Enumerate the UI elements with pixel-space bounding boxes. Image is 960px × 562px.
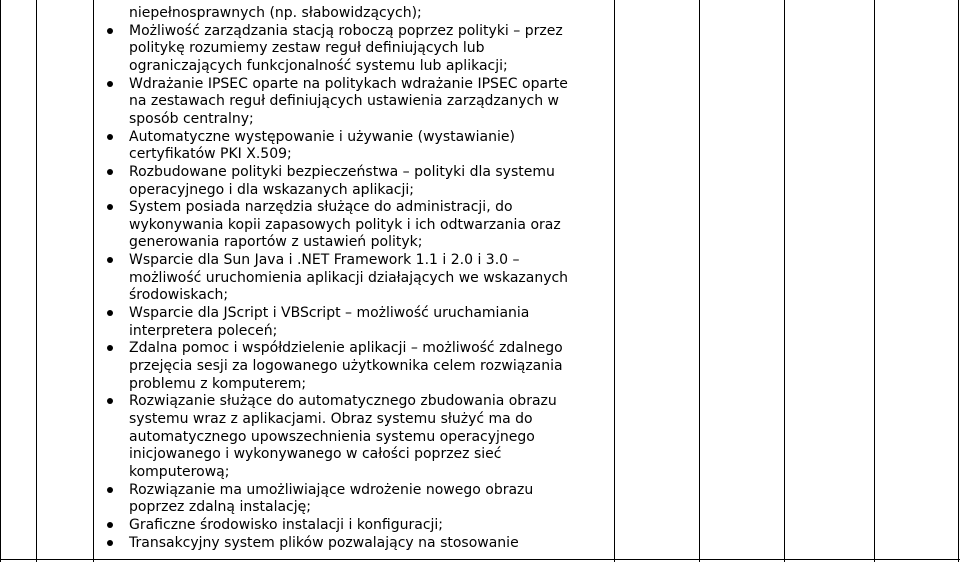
table-border-right (958, 0, 959, 562)
list-item-continuation: środowiskach; (129, 287, 229, 304)
list-item-continuation: inicjowanego i wykonywanego w całości poprzez sieć (129, 446, 502, 463)
table-border-left (0, 0, 1, 562)
list-item-continuation: generowania raportów z ustawień polityk; (129, 234, 423, 251)
bullet-icon (107, 522, 113, 528)
bullet-icon (107, 310, 113, 316)
bullet-icon (107, 257, 113, 263)
table-column-divider (874, 0, 875, 562)
list-item-text: System posiada narzędzia służące do administracji, do (129, 199, 513, 216)
list-item-continuation: możliwość uruchomienia aplikacji działających we wskazanych (129, 269, 569, 286)
list-item-continuation: komputerową; (129, 463, 230, 480)
list-item-continuation: przejęcia sesji za logowanego użytkownika celem rozwiązania (129, 358, 563, 374)
bullet-icon (107, 487, 113, 493)
bullet-icon (107, 81, 113, 87)
table-column-divider (36, 0, 37, 562)
specification-cell (95, 0, 613, 562)
list-item-continuation: na zestawach reguł definiujących ustawienia zarządzanych w (129, 93, 559, 110)
bullet-icon (107, 204, 113, 210)
bullet-icon (107, 28, 113, 34)
bullet-icon (107, 345, 113, 351)
list-item-text: Rozbudowane polityki bezpieczeństwa – polityki dla systemu (129, 163, 555, 180)
list-item-continuation: problemu z komputerem; (129, 375, 307, 392)
list-item-continuation: certyfikatów PKI X.509; (129, 146, 292, 163)
list-item-continuation: politykę rozumiemy zestaw reguł definiujących lub (129, 40, 485, 57)
list-item-text: Zdalna pomoc i współdzielenie aplikacji – możliwość zdalnego (129, 340, 563, 357)
table-column-divider (784, 0, 785, 562)
bullet-icon (107, 540, 113, 546)
bullet-icon (107, 169, 113, 175)
list-item-continuation: operacyjnego i dla wskazanych aplikacji; (129, 181, 414, 198)
list-item-continuation: automatycznego upowszechnienia systemu operacyjnego (129, 428, 535, 445)
list-item-continuation: ograniczających funkcjonalność systemu lub aplikacji; (129, 57, 508, 74)
list-item-text: Rozwiązanie ma umożliwiające wdrożenie nowego obrazu (129, 481, 534, 498)
list-item-continuation: poprzez zdalną instalację; (129, 499, 311, 516)
table-column-divider (93, 0, 94, 562)
list-item-text: Wsparcie dla Sun Java i .NET Framework 1.1 i 2.0 i 3.0 – (129, 252, 520, 269)
bullet-icon (107, 398, 113, 404)
list-item-text: Rozwiązanie służące do automatycznego zbudowania obrazu (129, 393, 557, 410)
list-item-text: Transakcyjny system plików pozwalający na stosowanie (129, 534, 519, 551)
bullet-icon (107, 134, 113, 140)
list-item-text: Możliwość zarządzania stacją roboczą poprzez polityki – przez (129, 22, 563, 39)
list-item-text: Wsparcie dla JScript i VBScript – możliwość uruchamiania (129, 305, 530, 322)
list-item-text: Wdrażanie IPSEC oparte na politykach wdrażanie IPSEC oparte (129, 75, 568, 92)
table-column-divider (614, 0, 615, 562)
list-item-text: niepełnosprawnych (np. słabowidzących); (129, 5, 422, 21)
list-item-continuation: interpretera poleceń; (129, 322, 278, 339)
list-item-continuation: systemu wraz z aplikacjami. Obraz systemu służyć ma do (129, 410, 533, 427)
table-column-divider (699, 0, 700, 562)
list-item-continuation: sposób centralny; (129, 110, 254, 127)
list-item-text: Automatyczne występowanie i używanie (wystawianie) (129, 128, 515, 145)
list-item-continuation: wykonywania kopii zapasowych polityk i ich odtwarzania oraz (129, 216, 561, 233)
list-item-text: Graficzne środowisko instalacji i konfiguracji; (129, 516, 444, 533)
